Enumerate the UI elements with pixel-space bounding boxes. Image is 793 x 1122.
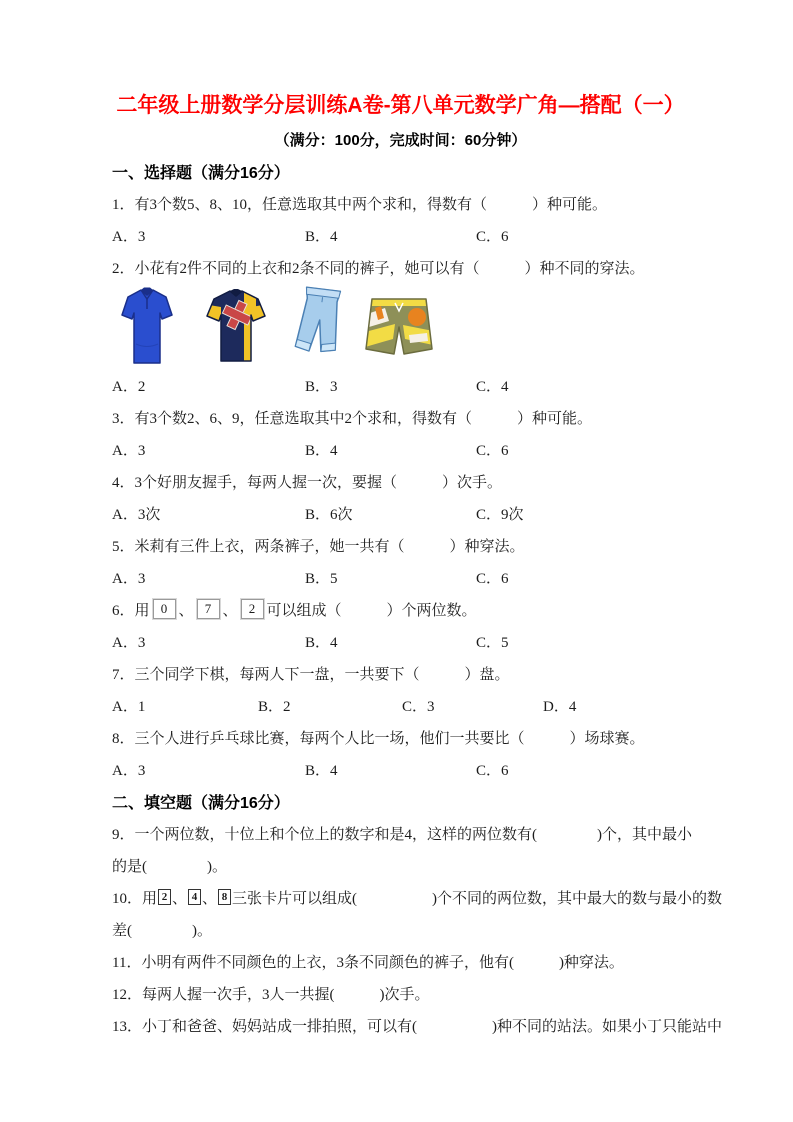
question-1-options <box>112 219 753 251</box>
question-3-text: 3．有3个数2、6、9，任意选取其中2个求和，得数有（ ）种可能。 <box>112 410 593 427</box>
q10-separator: 、 <box>202 890 218 907</box>
q6-option-c: C．5 <box>476 634 509 651</box>
q6-separator: 、 <box>222 602 238 619</box>
question-7-options <box>112 689 753 721</box>
q7-option-b: B．2 <box>258 698 291 715</box>
question-2-options <box>112 369 753 401</box>
q8-option-b: B．4 <box>305 762 338 779</box>
question-8-options <box>112 753 753 785</box>
q6-number-card-2: 2 <box>241 599 264 619</box>
question-6-options <box>112 625 753 657</box>
q3-option-a: A．3 <box>112 442 146 459</box>
question-7-text: 7．三个同学下棋，每两人下一盘，一共要下（ ）盘。 <box>112 666 510 683</box>
page-title: 二年级上册数学分层训练A卷-第八单元数学广角—搭配（一） <box>116 94 685 117</box>
question-6-text <box>112 593 753 625</box>
question-9-text-line2: 的是( )。 <box>112 858 227 875</box>
question-5-options <box>112 561 753 593</box>
q6-suffix: 可以组成（ ）个两位数。 <box>266 602 477 619</box>
q6-prefix: 6．用 <box>112 602 150 619</box>
question-10-text-line1 <box>112 881 753 913</box>
question-4-options <box>112 497 753 529</box>
q1-option-b: B．4 <box>305 228 338 245</box>
question-10-text-line2: 差( )。 <box>112 922 212 939</box>
question-4-text: 4．3个好朋友握手，每两人握一次，要握（ ）次手。 <box>112 474 503 491</box>
page-subtitle: （满分：100分，完成时间：60分钟） <box>274 132 527 149</box>
question-8-text: 8．三个人进行乒乓球比赛，每两个人比一场，他们一共要比（ ）场球赛。 <box>112 730 645 747</box>
q3-option-c: C．6 <box>476 442 509 459</box>
section-heading-fill: 二、填空题（满分16分） <box>112 794 290 812</box>
question-9-text-line1: 9．一个两位数，十位上和个位上的数字和是4，这样的两位数有( )个，其中最小 <box>112 826 692 843</box>
section-heading-choice: 一、选择题（满分16分） <box>112 164 290 182</box>
q7-option-c: C．3 <box>402 698 435 715</box>
q8-option-a: A．3 <box>112 762 146 779</box>
q6-separator: 、 <box>178 602 194 619</box>
q5-option-c: C．6 <box>476 570 509 587</box>
q4-option-c: C．9次 <box>476 506 524 523</box>
light-blue-jeans-image <box>293 286 345 366</box>
q1-option-a: A．3 <box>112 228 146 245</box>
question-2-images <box>112 283 753 369</box>
q1-option-c: C．6 <box>476 228 509 245</box>
q2-option-a: A．2 <box>112 378 146 395</box>
q5-option-b: B．5 <box>305 570 338 587</box>
q7-option-a: A．1 <box>112 698 146 715</box>
question-12-text: 12．每两人握一次手，3人一共握( )次手。 <box>112 986 430 1003</box>
question-3-options <box>112 433 753 465</box>
q6-option-a: A．3 <box>112 634 146 651</box>
q10-prefix: 10．用 <box>112 890 158 907</box>
question-2-text: 2．小花有2件不同的上衣和2条不同的裤子，她可以有（ ）种不同的穿法。 <box>112 260 645 277</box>
q10-number-card-8: 8 <box>218 889 231 905</box>
q5-option-a: A．3 <box>112 570 146 587</box>
yellow-board-shorts-image <box>365 294 433 358</box>
q10-separator: 、 <box>172 890 188 907</box>
q4-option-a: A．3次 <box>112 506 161 523</box>
question-11-text: 11．小明有两件不同颜色的上衣，3条不同颜色的裤子，他有( )种穿法。 <box>112 954 624 971</box>
q7-option-d: D．4 <box>543 698 577 715</box>
q8-option-c: C．6 <box>476 762 509 779</box>
q4-option-b: B．6次 <box>305 506 353 523</box>
q10-number-card-2: 2 <box>158 889 171 905</box>
q3-option-b: B．4 <box>305 442 338 459</box>
q10-suffix: 三张卡片可以组成( )个不同的两位数，其中最大的数与最小的数 <box>232 890 723 907</box>
q6-option-b: B．4 <box>305 634 338 651</box>
q2-option-c: C．4 <box>476 378 509 395</box>
q2-option-b: B．3 <box>305 378 338 395</box>
q6-number-card-0: 0 <box>153 599 176 619</box>
question-5-text: 5．米莉有三件上衣，两条裤子，她一共有（ ）种穿法。 <box>112 538 525 555</box>
navy-yellow-tshirt-image <box>204 288 268 364</box>
question-13-text: 13．小丁和爸爸、妈妈站成一排拍照，可以有( )种不同的站法。如果小丁只能站中 <box>112 1018 722 1035</box>
q6-number-card-7: 7 <box>197 599 220 619</box>
question-1-text: 1．有3个数5、8、10，任意选取其中两个求和，得数有（ ）种可能。 <box>112 196 608 213</box>
blue-polo-shirt-image <box>120 286 174 366</box>
q10-number-card-4: 4 <box>188 889 201 905</box>
